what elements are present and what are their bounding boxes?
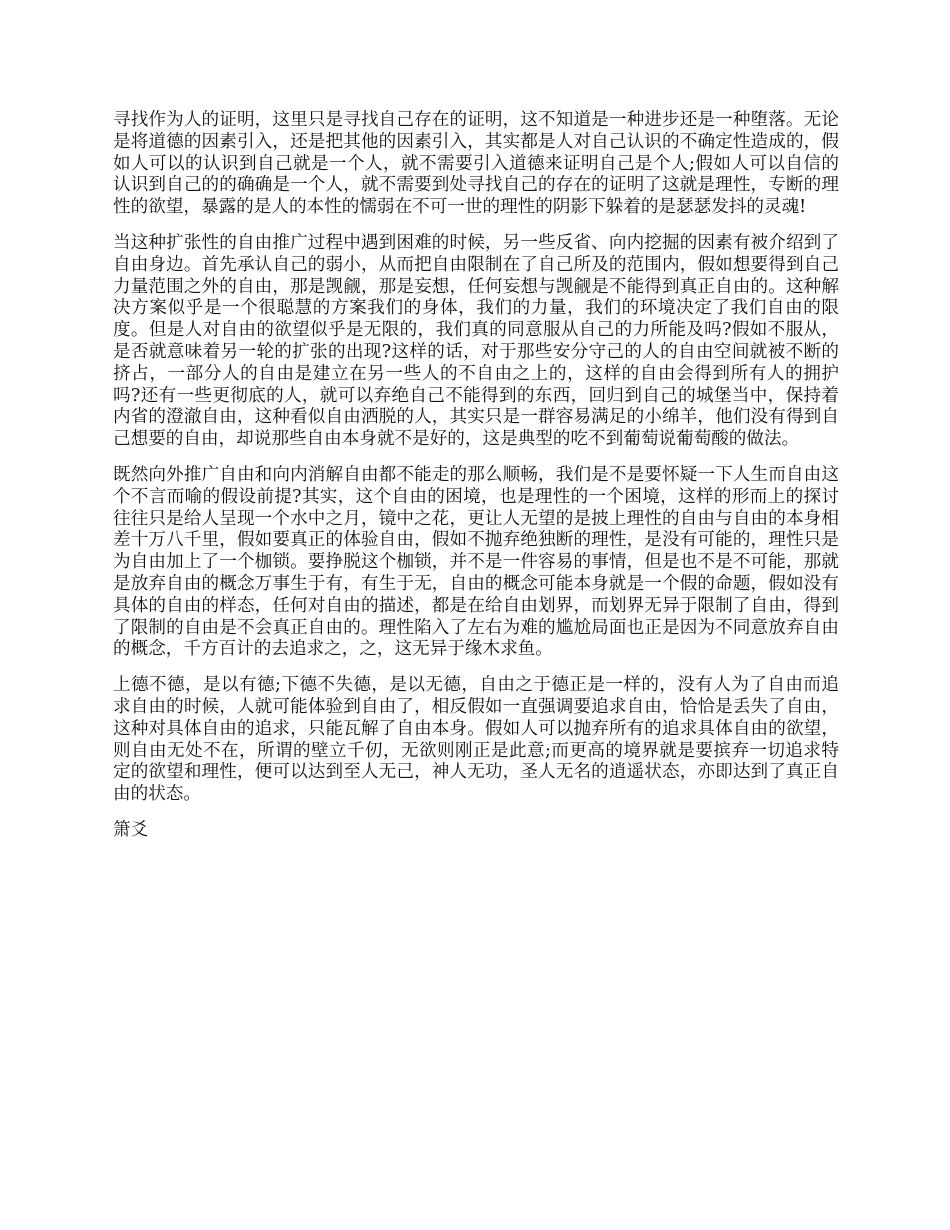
paragraph-2: 当这种扩张性的自由推广过程中遇到困难的时候，另一些反省、向内挖掘的因素有被介绍到了自由身边。首先承认自己的弱小，从而把自由限制在了自己所及的范围内，假如想要得到自己力量范围之外的自由，那是觊觎，那是妄想，任何妄想与觊觎是不能得到真正自由的。这种解决方案似乎是一个很聪慧的方案我们的身体，我们的力量，我们的环境决定了我们自由的限度。但是人对自由的欲望似乎是无限的，我们真的同意服从自己的力所能及吗?假如不服从，是否就意味着另一轮的扩张的出现?这样的话，对于那些安分守己的人的自由空间就被不断的挤占，一部分人的自由是建立在另一些人的不自由之上的，这样的自由会得到所有人的拥护吗?还有一些更彻底的人，就可以弃绝自己不能得到的东西，回归到自己的城堡当中，保持着内省的澄澈自由，这种看似自由洒脱的人，其实只是一群容易满足的小绵羊，他们没有得到自己想要的自由，却说那些自由本身就不是好的，这是典型的吃不到葡萄说葡萄酸的做法。 <box>113 232 839 450</box>
author-signature: 箫爻 <box>113 819 149 840</box>
document-body <box>113 110 839 842</box>
paragraph-3: 既然向外推广自由和向内消解自由都不能走的那么顺畅，我们是不是要怀疑一下人生而自由这个不言而喻的假设前提?其实，这个自由的困境，也是理性的一个困境，这样的形而上的探讨往往只是给人呈现一个水中之月，镜中之花，更让人无望的是披上理性的自由与自由的本身相差十万八千里，假如要真正的体验自由，假如不抛弃绝独断的理性，是没有可能的，理性只是为自由加上了一个枷锁。要挣脱这个枷锁，并不是一件容易的事情，但是也不是不可能，那就是放弃自由的概念万事生于有，有生于无，自由的概念可能本身就是一个假的命题，假如没有具体的自由的样态，任何对自由的描述，都是在给自由划界，而划界无异于限制了自由，得到了限制的自由是不会真正自由的。理性陷入了左右为难的尴尬局面也正是因为不同意放弃自由的概念，千方百计的去追求之，之，这无异于缘木求鱼。 <box>113 464 839 660</box>
paragraph-1: 寻找作为人的证明，这里只是寻找自己存在的证明，这不知道是一种进步还是一种堕落。无论是将道德的因素引入，还是把其他的因素引入，其实都是人对自己认识的不确定性造成的，假如人可以的认识到自己就是一个人，就不需要引入道德来证明自己是个人;假如人可以自信的认识到自己的的确确是一个人，就不需要到处寻找自己的存在的证明了这就是理性，专断的理性的欲望，暴露的是人的本性的懦弱在不可一世的理性的阴影下躲着的是瑟瑟发抖的灵魂! <box>113 110 839 218</box>
paragraph-4: 上德不德，是以有德;下德不失德，是以无德，自由之于德正是一样的，没有人为了自由而追求自由的时候，人就可能体验到自由了，相反假如一直强调要追求自由，恰恰是丢失了自由，这种对具体自由的追求，只能瓦解了自由本身。假如人可以抛弃所有的追求具体自由的欲望，则自由无处不在，所谓的壁立千仞，无欲则刚正是此意;而更高的境界就是要摈弃一切追求特定的欲望和理性，便可以达到至人无己，神人无功，圣人无名的逍遥状态，亦即达到了真正自由的状态。 <box>113 675 839 805</box>
